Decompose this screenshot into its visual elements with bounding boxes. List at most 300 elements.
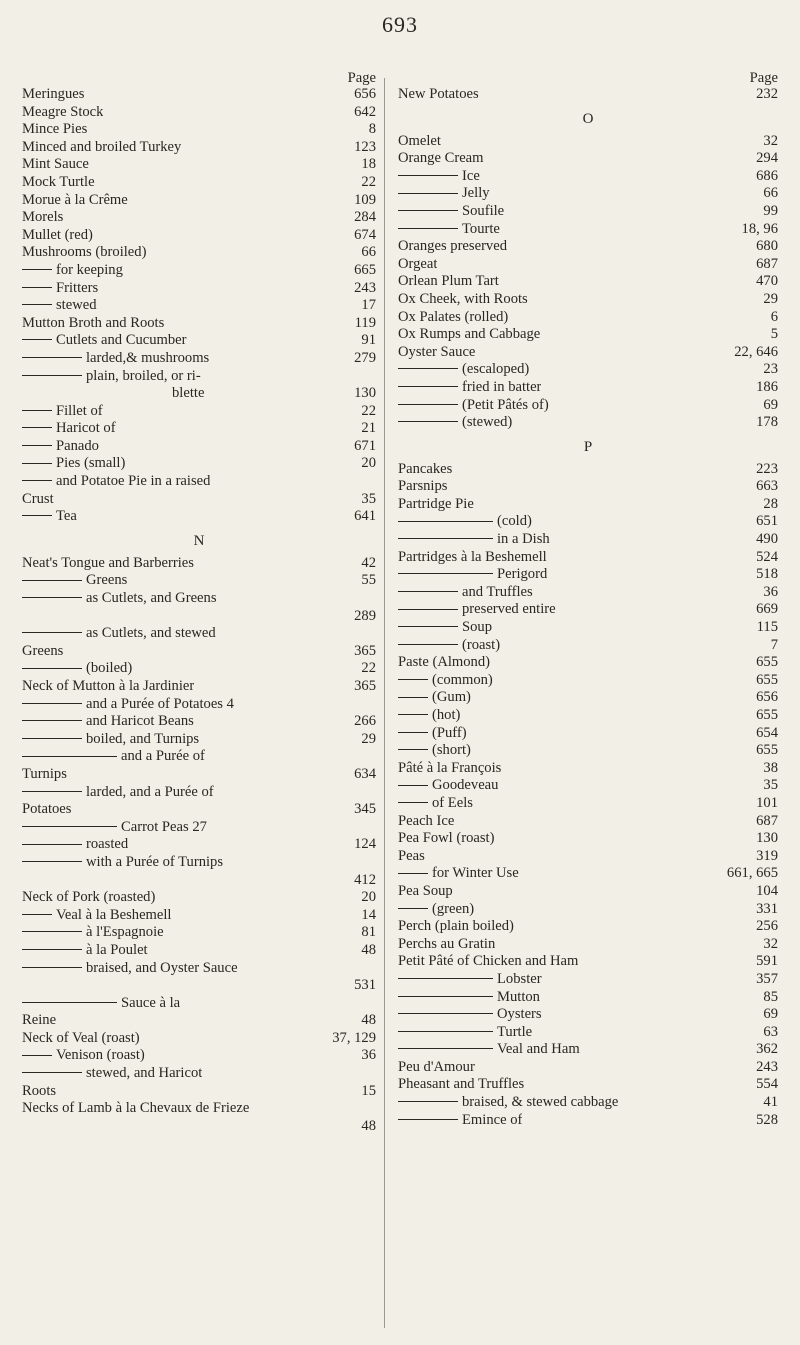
entry-title: (stewed)	[398, 414, 512, 432]
entry-title: Pancakes	[398, 460, 453, 477]
index-entry	[22, 784, 376, 802]
entry-title: à l'Espagnoie	[22, 924, 164, 942]
entry-title: as Cutlets, and Greens	[22, 590, 217, 608]
index-entry	[398, 379, 778, 397]
ditto-dash	[22, 463, 52, 464]
entry-title: Orgeat	[398, 255, 438, 272]
ditto-dash	[22, 1072, 82, 1073]
entry-page-number: 656	[756, 689, 778, 706]
index-entry	[22, 280, 376, 298]
entry-page-number: 554	[756, 1076, 778, 1093]
entry-page-number: 524	[756, 548, 778, 565]
index-entry	[398, 531, 778, 549]
ditto-dash	[22, 632, 82, 633]
entry-title: Reine	[22, 1012, 57, 1029]
index-entry	[398, 256, 778, 274]
index-entry	[22, 1012, 376, 1030]
index-entry	[398, 1006, 778, 1024]
entry-title: Partridges à la Beshemell	[398, 548, 547, 565]
index-entry	[398, 584, 778, 602]
entry-title: Pea Soup	[398, 882, 453, 899]
entry-page-number: 243	[756, 1058, 778, 1075]
entry-page-number: 357	[756, 970, 778, 987]
index-entry	[398, 971, 778, 989]
entry-title: in a Dish	[398, 531, 550, 549]
ditto-dash	[22, 357, 82, 358]
index-entries-n	[22, 555, 376, 1136]
entry-page-number: 641	[354, 508, 376, 525]
section-letter-n: N	[193, 532, 205, 549]
page-header-label: Page	[749, 70, 778, 86]
entry-page-number: 6	[770, 308, 778, 325]
index-entry	[398, 1112, 778, 1130]
entry-title: Minced and broiled Turkey	[22, 138, 182, 155]
index-entry	[22, 262, 376, 280]
entry-page-number: 642	[354, 103, 376, 120]
index-entry	[22, 889, 376, 907]
entry-page-number: 18	[361, 156, 376, 173]
entry-page-number: 119	[354, 314, 376, 331]
index-entry	[398, 813, 778, 831]
ditto-dash	[398, 908, 428, 909]
entry-page-number: 687	[756, 812, 778, 829]
index-entry	[22, 572, 376, 590]
ditto-dash	[22, 967, 82, 968]
entry-title: stewed, and Haricot	[22, 1065, 202, 1083]
entry-title: Pâté à la François	[398, 759, 502, 776]
entry-title: (boiled)	[22, 660, 132, 678]
index-entry	[22, 192, 376, 210]
ditto-dash	[398, 573, 493, 574]
entry-title: (short)	[398, 742, 471, 760]
entry-title: Meagre Stock	[22, 103, 104, 120]
index-entry	[398, 496, 778, 514]
entry-page-number: 130	[756, 830, 778, 847]
index-entry	[398, 865, 778, 883]
entry-page-number: 655	[756, 654, 778, 671]
ditto-dash	[22, 375, 82, 376]
index-entry	[398, 478, 778, 496]
index-entry	[22, 801, 376, 819]
entry-page-number: 22	[361, 660, 376, 677]
ditto-dash	[22, 756, 117, 757]
entry-page-number: 186	[756, 378, 778, 395]
entry-title: Ice	[398, 168, 480, 186]
index-entry	[22, 368, 376, 386]
entry-page-number: 41	[763, 1094, 778, 1111]
entry-page-number: 7	[770, 636, 778, 653]
entry-title: Mullet (red)	[22, 226, 93, 243]
ditto-dash	[398, 210, 458, 211]
entry-page-number: 48	[361, 1012, 376, 1029]
entry-title: Peas	[398, 847, 425, 864]
entry-page-number: 289	[354, 607, 376, 624]
index-entry	[22, 156, 376, 174]
index-entry	[22, 332, 376, 350]
entry-page-number: 15	[361, 1082, 376, 1099]
entry-title: Veal and Ham	[398, 1041, 580, 1059]
index-entry	[398, 830, 778, 848]
ditto-dash	[22, 738, 82, 739]
index-entry	[22, 977, 376, 995]
index-entry	[398, 619, 778, 637]
index-entry	[398, 989, 778, 1007]
index-entry	[22, 174, 376, 192]
index-entry	[398, 742, 778, 760]
entry-title: Tourte	[398, 221, 500, 239]
index-entry	[398, 1094, 778, 1112]
entry-title: braised, & stewed cabbage	[398, 1094, 618, 1112]
index-entry	[22, 625, 376, 643]
entry-page-number: 48	[361, 941, 376, 958]
ditto-dash	[398, 679, 428, 680]
entry-title: Morels	[22, 209, 64, 226]
entry-page-number: 101	[756, 794, 778, 811]
index-entry	[22, 420, 376, 438]
entry-title: and Potatoe Pie in a raised	[22, 473, 210, 491]
entry-title: à la Poulet	[22, 942, 148, 960]
entry-title: with a Purée of Turnips	[22, 854, 223, 872]
entry-page-number: 8	[368, 121, 376, 138]
entry-page-number: 85	[763, 988, 778, 1005]
entry-page-number: 104	[756, 882, 778, 899]
entry-title: Sauce à la	[22, 995, 180, 1013]
entry-page-number: 23	[763, 361, 778, 378]
entry-page-number: 531	[354, 977, 376, 994]
entry-page-number: 634	[354, 765, 376, 782]
entry-title: Soufile	[398, 203, 504, 221]
index-entry	[398, 883, 778, 901]
entry-title: Lobster	[398, 971, 542, 989]
entry-page-number: 669	[756, 601, 778, 618]
entry-page-number: 124	[354, 836, 376, 853]
entry-title: fried in batter	[398, 379, 541, 397]
entry-page-number: 21	[361, 420, 376, 437]
entry-page-number: 66	[763, 185, 778, 202]
index-entry	[22, 731, 376, 749]
entry-page-number: 36	[763, 583, 778, 600]
entry-page-number: 29	[763, 290, 778, 307]
index-entry	[398, 953, 778, 971]
entry-title: Mutton Broth and Roots	[22, 314, 165, 331]
index-entry	[22, 104, 376, 122]
entry-page-number: 243	[354, 279, 376, 296]
entry-page-number: 591	[756, 953, 778, 970]
ditto-dash	[398, 538, 493, 539]
entry-title: Goodeveau	[398, 777, 498, 795]
index-entry	[22, 1100, 376, 1118]
ditto-dash	[398, 421, 458, 422]
entry-page-number: 42	[361, 554, 376, 571]
index-entry	[398, 133, 778, 151]
ditto-dash	[398, 1119, 458, 1120]
entry-title: (Gum)	[398, 689, 471, 707]
ditto-dash	[22, 287, 52, 288]
entry-title: Oyster Sauce	[398, 343, 476, 360]
index-entry	[22, 385, 376, 403]
index-entry	[398, 901, 778, 919]
entry-title: Orlean Plum Tart	[398, 273, 499, 290]
index-entry	[398, 1041, 778, 1059]
index-column-right	[398, 70, 778, 1129]
index-entries-p	[398, 461, 778, 1130]
index-entry	[22, 1030, 376, 1048]
index-entry	[398, 848, 778, 866]
entry-page-number: 663	[756, 478, 778, 495]
ditto-dash	[398, 228, 458, 229]
entry-page-number: 63	[763, 1023, 778, 1040]
entry-title: New Potatoes	[398, 86, 479, 102]
ditto-dash	[398, 521, 493, 522]
entry-title: Oranges preserved	[398, 238, 507, 255]
entry-page-number: 66	[361, 244, 376, 261]
ditto-dash	[398, 697, 428, 698]
index-entry	[398, 918, 778, 936]
entry-page-number: 528	[756, 1111, 778, 1128]
entry-page-number: 661, 665	[726, 865, 778, 882]
ditto-dash	[22, 668, 82, 669]
entry-page-number: 91	[361, 332, 376, 349]
ditto-dash	[398, 1031, 493, 1032]
index-entry	[398, 273, 778, 291]
index-entry	[398, 672, 778, 690]
entry-title: Parsnips	[398, 478, 448, 495]
entry-title: (green)	[398, 901, 474, 919]
entry-page-number: 17	[361, 297, 376, 314]
entry-page-number: 38	[763, 759, 778, 776]
entry-page-number: 687	[756, 255, 778, 272]
entry-page-number: 470	[756, 273, 778, 290]
index-entry	[22, 836, 376, 854]
index-entries-n-cont	[398, 86, 778, 104]
entry-title: Veal à la Beshemell	[22, 907, 172, 925]
index-entry	[22, 819, 376, 837]
index-entry	[22, 960, 376, 978]
entry-title: (Puff)	[398, 725, 467, 743]
entry-page-number: 319	[756, 847, 778, 864]
entry-title: Neck of Mutton à la Jardinier	[22, 678, 195, 694]
index-entry	[22, 473, 376, 491]
index-entry	[22, 942, 376, 960]
entry-title: braised, and Oyster Sauce	[22, 960, 238, 978]
index-entry	[22, 297, 376, 315]
entry-title: Morue à la Crême	[22, 191, 128, 208]
index-entry	[398, 86, 778, 104]
entry-page-number: 35	[361, 490, 376, 507]
entry-title: Pea Fowl (roast)	[398, 830, 495, 847]
ditto-dash	[22, 410, 52, 411]
index-entry	[22, 227, 376, 245]
index-entry	[22, 555, 376, 573]
index-entry	[398, 689, 778, 707]
index-entry	[398, 936, 778, 954]
entry-title: and a Purée of Potatoes 4	[22, 696, 234, 714]
entry-page-number: 55	[361, 572, 376, 589]
entry-title: for keeping	[22, 262, 123, 280]
index-entry	[22, 766, 376, 784]
index-entry	[398, 654, 778, 672]
entry-title: Neat's Tongue and Barberries	[22, 554, 194, 571]
entry-title: Ox Rumps and Cabbage	[398, 326, 541, 343]
index-entry	[22, 508, 376, 526]
entry-title: Oysters	[398, 1006, 542, 1024]
ditto-dash	[22, 914, 52, 915]
entry-title: Cutlets and Cucumber	[22, 332, 187, 350]
ditto-dash	[398, 785, 428, 786]
entry-page-number: 223	[756, 460, 778, 477]
ditto-dash	[22, 949, 82, 950]
entry-title: of Eels	[398, 795, 473, 813]
ditto-dash	[398, 802, 428, 803]
entry-title: Carrot Peas 27	[22, 819, 207, 837]
ditto-dash	[22, 580, 82, 581]
section-letter-o: O	[582, 110, 594, 127]
entry-page-number: 654	[756, 724, 778, 741]
entry-title: Peu d'Amour	[398, 1058, 475, 1075]
entry-page-number: 665	[354, 261, 376, 278]
entry-page-number: 178	[756, 414, 778, 431]
index-entry	[22, 1118, 376, 1136]
entry-title: roasted	[22, 836, 128, 854]
entry-title: for Winter Use	[398, 865, 519, 883]
ditto-dash	[398, 1048, 493, 1049]
index-entries-m	[22, 86, 376, 526]
ditto-dash	[22, 515, 52, 516]
entry-title: Potatoes	[22, 801, 72, 818]
index-entry	[398, 203, 778, 221]
index-entry	[398, 168, 778, 186]
entry-title: Pies (small)	[22, 455, 125, 473]
entry-page-number: 651	[756, 513, 778, 530]
index-entry	[398, 549, 778, 567]
entry-title: Neck of Pork (roasted)	[22, 889, 156, 906]
entry-page-number: 28	[763, 495, 778, 512]
index-entry	[398, 150, 778, 168]
section-letter-p: P	[583, 438, 593, 455]
index-entry	[398, 637, 778, 655]
entry-page-number: 412	[354, 871, 376, 888]
ditto-dash	[398, 644, 458, 645]
index-entry	[22, 244, 376, 262]
entry-title: Soup	[398, 619, 492, 637]
entry-title: Mushrooms (broiled)	[22, 244, 147, 261]
entry-title: larded, and a Purée of	[22, 784, 214, 802]
index-entry	[398, 291, 778, 309]
index-entry	[22, 854, 376, 872]
entry-title: Meringues	[22, 86, 85, 102]
entry-title: Orange Cream	[398, 150, 484, 167]
entry-page-number: 345	[354, 801, 376, 818]
entry-title: boiled, and Turnips	[22, 731, 199, 749]
index-entry	[22, 1047, 376, 1065]
entry-title: Haricot of	[22, 420, 116, 438]
ditto-dash	[22, 1055, 52, 1056]
index-entry	[398, 1076, 778, 1094]
index-entry	[398, 238, 778, 256]
entry-title: Crust	[22, 490, 54, 507]
index-entry	[398, 185, 778, 203]
entry-title: and Haricot Beans	[22, 713, 194, 731]
entry-title: plain, broiled, or ri-	[22, 368, 201, 386]
entry-page-number: 20	[361, 455, 376, 472]
entry-title: Peach Ice	[398, 812, 455, 829]
entry-title: Omelet	[398, 132, 441, 149]
entry-page-number: 671	[354, 437, 376, 454]
index-entry	[22, 696, 376, 714]
entry-page-number: 18, 96	[741, 220, 778, 237]
index-entry	[22, 1083, 376, 1101]
ditto-dash	[22, 480, 52, 481]
entry-title: Mock Turtle	[22, 173, 95, 190]
entry-title: Fritters	[22, 280, 98, 298]
entry-title: (Petit Pâtés of)	[398, 397, 549, 415]
entry-title: (common)	[398, 672, 493, 690]
index-entry	[22, 350, 376, 368]
entry-page-number: 655	[756, 671, 778, 688]
entry-page-number: 32	[763, 935, 778, 952]
entry-title: Venison (roast)	[22, 1047, 145, 1065]
index-entry	[398, 513, 778, 531]
ditto-dash	[22, 791, 82, 792]
index-entry	[398, 601, 778, 619]
entry-page-number: 655	[756, 707, 778, 723]
entry-page-number: 81	[361, 924, 376, 941]
ditto-dash	[398, 386, 458, 387]
column-divider	[384, 78, 385, 1328]
ditto-dash	[398, 1013, 493, 1014]
entry-title: Necks of Lamb à la Chevaux de Frieze	[22, 1100, 250, 1117]
index-entry	[22, 643, 376, 661]
entry-title: as Cutlets, and stewed	[22, 625, 216, 643]
entry-page-number: 266	[354, 713, 376, 730]
entry-page-number: 109	[354, 191, 376, 208]
index-entry	[22, 590, 376, 608]
entry-title: Jelly	[398, 185, 490, 203]
index-entry	[22, 1065, 376, 1083]
ditto-dash	[22, 427, 52, 428]
index-entry	[22, 872, 376, 890]
entry-title: Turnips	[22, 765, 67, 782]
ditto-dash	[22, 844, 82, 845]
index-entry	[22, 139, 376, 157]
ditto-dash	[398, 404, 458, 405]
entry-title: Panado	[22, 438, 99, 456]
entry-title: Emince of	[398, 1112, 522, 1130]
ditto-dash	[398, 1101, 458, 1102]
entry-page-number: 362	[756, 1041, 778, 1058]
entry-title: blette	[172, 385, 205, 402]
entry-title: Greens	[22, 642, 64, 659]
index-entry	[398, 414, 778, 432]
ditto-dash	[398, 193, 458, 194]
entry-title: Greens	[22, 572, 127, 590]
entry-page-number: 115	[756, 619, 778, 636]
entry-page-number: 36	[361, 1047, 376, 1064]
entry-page-number: 35	[763, 777, 778, 794]
entry-page-number: 294	[756, 150, 778, 167]
entry-title: Ox Palates (rolled)	[398, 308, 509, 325]
entry-title: Perch (plain boiled)	[398, 918, 514, 935]
index-entry	[398, 361, 778, 379]
entry-title: (hot)	[398, 707, 460, 725]
ditto-dash	[398, 591, 458, 592]
ditto-dash	[22, 304, 52, 305]
ditto-dash	[398, 996, 493, 997]
entry-page-number: 69	[763, 1006, 778, 1023]
ditto-dash	[22, 339, 52, 340]
entry-title: larded,& mushrooms	[22, 350, 209, 368]
entry-page-number: 32	[763, 132, 778, 149]
